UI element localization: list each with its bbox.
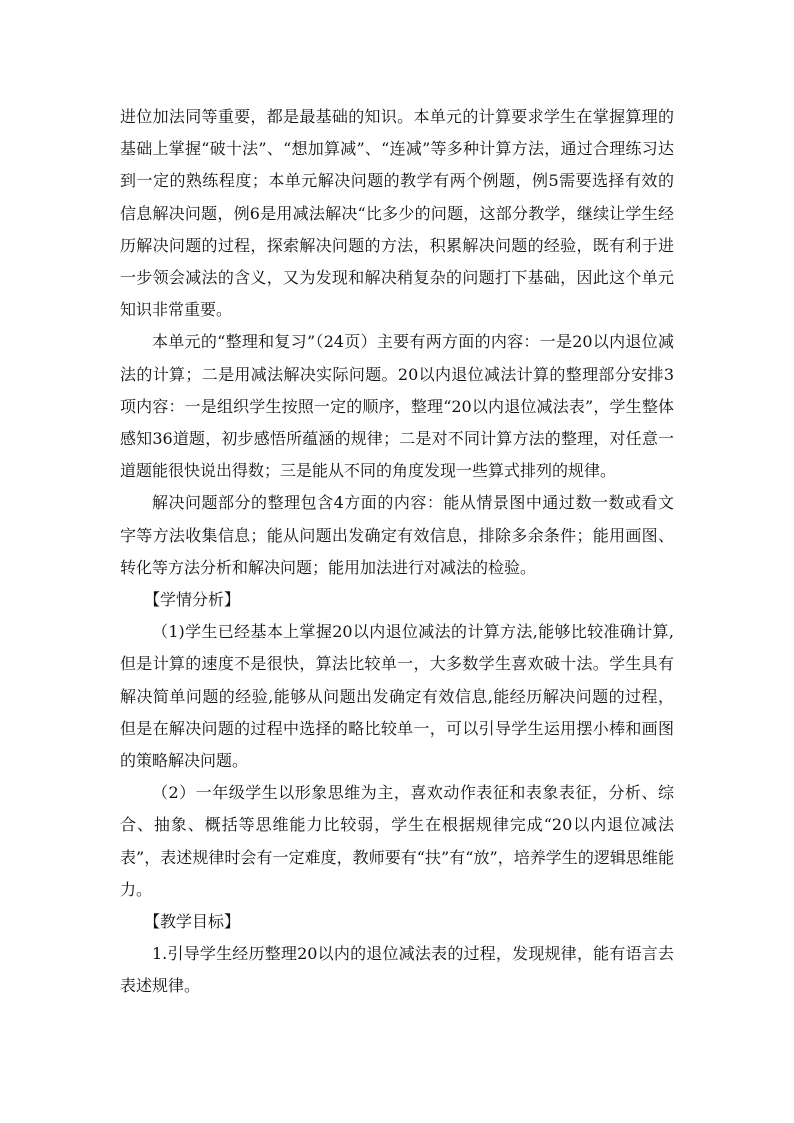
body-paragraph-problem-solving: 解决问题部分的整理包含4方面的内容：能从情景图中通过数一数或看文字等方法收集信息；能从问题出发确定有效信息，排除多余条件；能用画图、转化等方法分析和解决问题；能用加法进行对减法的检验。 bbox=[120, 493, 674, 577]
section-heading-teaching-goals: 【教学目标】 bbox=[144, 912, 241, 932]
section-heading-student-analysis: 【学情分析】 bbox=[144, 590, 241, 610]
body-paragraph-analysis-1: （1)学生已经基本上掌握20以内退位减法的计算方法,能够比较准确计算,但是计算的速度不是很快，算法比较单一，大多数学生喜欢破十法。学生具有解决简单问题的经验,能够从问题出发确定有效信息,能经历解决问题的过程，但是在解决问题的过程中选择的略比较单一，可以引导学生运用摆小棒和画图的策略解决问题。 bbox=[120, 622, 674, 771]
body-paragraph-goal-1: 1.引导学生经历整理20以内的退位减法表的过程，发现规律，能有语言去表述规律。 bbox=[120, 944, 674, 996]
body-paragraph-continuation: 进位加法同等重要，都是最基础的知识。本单元的计算要求学生在掌握算理的基础上掌握“破十法”、“想加算减”、“连减”等多种计算方法，通过合理练习达到一定的熟练程度；本单元解决问题的教学有两个例题，例5需要选择有效的信息解决问题，例6是用减法解决“比多少的问题，这部分教学，继续让学生经历解决问题的过程，探索解决问题的方法，积累解决问题的经验，既有利于进一步领会减法的含义，又为发现和解决稍复杂的问题打下基础，因此这个单元知识非常重要。 bbox=[120, 107, 674, 320]
body-paragraph-review-overview: 本单元的“整理和复习”（24页）主要有两方面的内容：一是20以内退位减法的计算；二是用减法解决实际问题。20以内退位减法计算的整理部分安排3项内容：一是组织学生按照一定的顺序，整理“20以内退位减法表”，学生整体感知36道题，初步感悟所蕴涵的规律；二是对不同计算方法的整理，对任意一道题能很快说出得数；三是能从不同的角度发现一些算式排列的规律。 bbox=[120, 332, 674, 481]
body-paragraph-analysis-2: （2）一年级学生以形象思维为主，喜欢动作表征和表象表征，分析、综合、抽象、概括等思维能力比较弱，学生在根据规律完成“20以内退位减法表”，表述规律时会有一定难度，教师要有“扶”有“放”，培养学生的逻辑思维能力。 bbox=[120, 783, 674, 899]
